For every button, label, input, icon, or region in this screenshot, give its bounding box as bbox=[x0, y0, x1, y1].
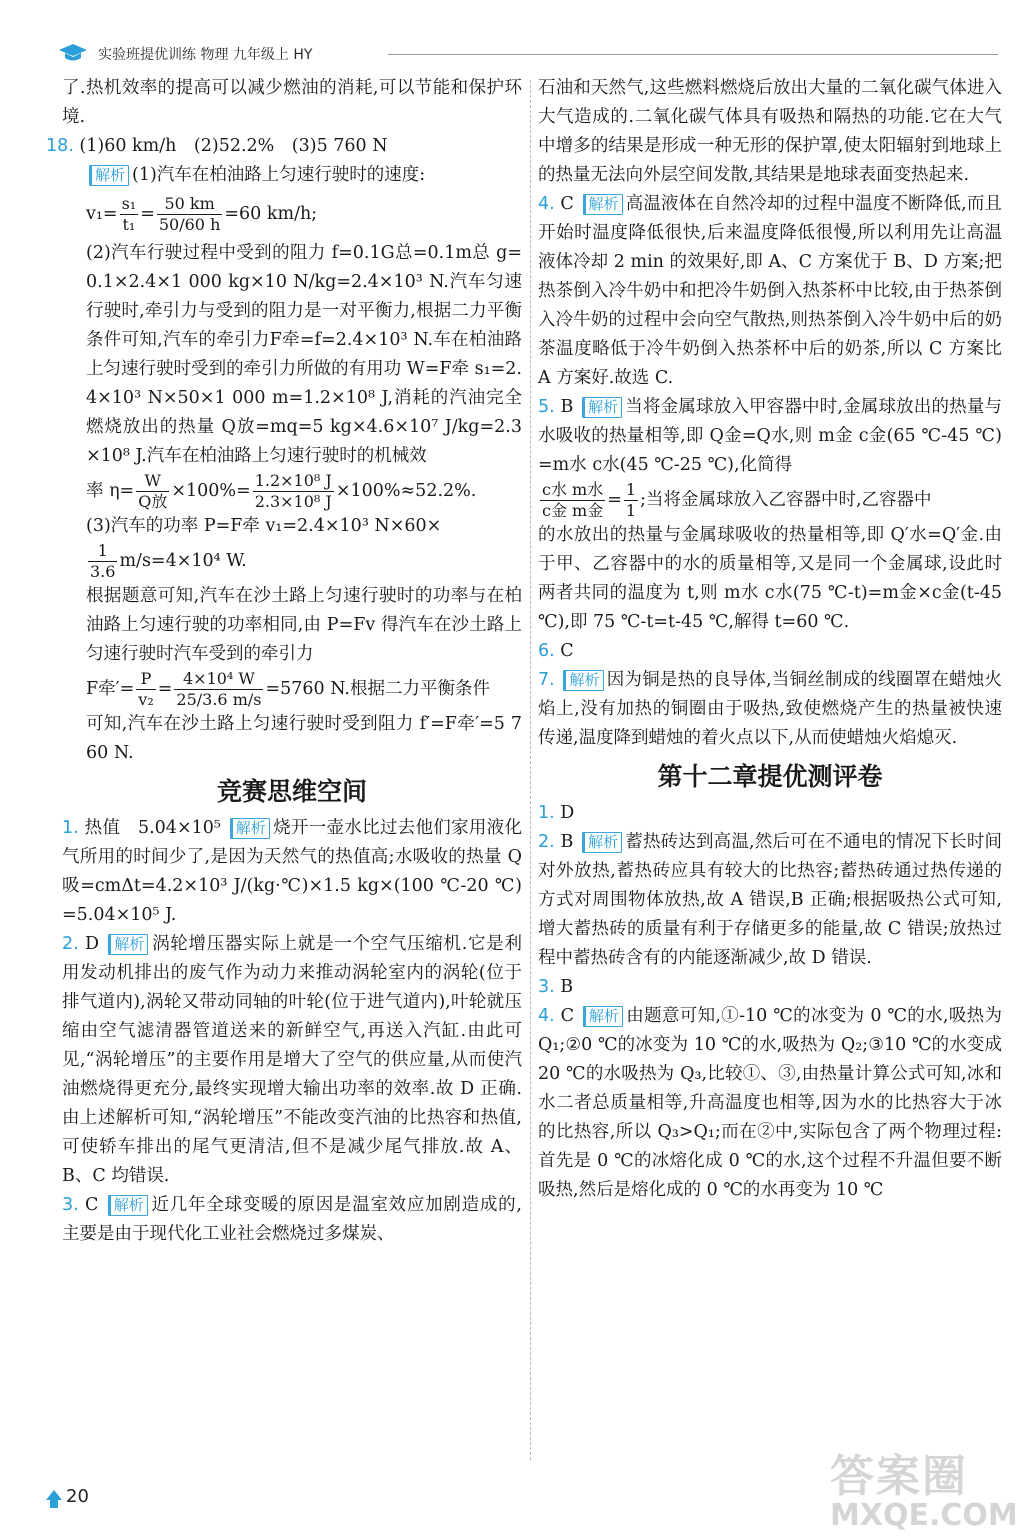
analysis-3: (3)汽车的功率 P=F牵 v₁=2.4×10³ N×60× bbox=[86, 516, 442, 536]
page-number: 20 bbox=[46, 1486, 94, 1510]
graduation-cap-icon bbox=[58, 42, 88, 64]
question-18 bbox=[46, 132, 522, 161]
analysis-5: 可知,汽车在沙土路上匀速行驶时受到阻力 f′=F牵′=5 760 N. bbox=[86, 714, 522, 763]
equation-ratio: $\frac{\text{c水 m水}}{\text{c金 m金}}$ = $\frac{1}{1}$ ;当将金属球放入乙容器中时,乙容器中 bbox=[542, 480, 932, 520]
analysis-tag: 解析 bbox=[583, 194, 623, 215]
test-question-3: 3. B bbox=[538, 977, 574, 997]
header-title: 实验班提优训练 物理 九年级上 HY bbox=[98, 47, 313, 63]
right-column bbox=[538, 74, 1002, 1205]
test-question-2: 2. B 解析 蓄热砖达到高温,然后可在不通电的情况下长时间对外放热,蓄热砖应具有较大的比热容;蓄热砖通过热传递的方式对周围物体放热,故 A 错误,B 正确;根据吸热公式可知,增大蓄热砖的质量有利于存储更多的能量,故 C 错误;放热过程中蓄热砖含有的内能逐渐减少,故 D 错误. bbox=[538, 832, 1002, 968]
competition-question-5: 5. B 解析 当将金属球放入甲容器中时,金属球放出的热量与水吸收的热量相等,即 Q金=Q水,则 m金 c金(65 ℃-45 ℃)=m水 c水(45 ℃-25 ℃),化简得 bbox=[538, 397, 1002, 475]
arrow-up-icon bbox=[46, 1490, 62, 1500]
left-column bbox=[46, 74, 522, 1249]
fraction: $\frac{1}{1}$ bbox=[625, 480, 637, 520]
analysis-4: 根据题意可知,汽车在沙土路上匀速行驶时的功率与在柏油路上匀速行驶的功率相同,由 P=Fv 得汽车在沙土路上匀速行驶时汽车受到的牵引力 bbox=[86, 586, 522, 664]
competition-question-4: 4. C 解析 高温液体在自然冷却的过程中温度不断降低,而且开始时温度降低很快,后来温度降低很慢,所以利用先让高温液体冷却 2 min 的效果好,即 A、C 方案优于 B、D 方案;把热茶倒入冷牛奶中和把冷牛奶倒入热茶杯中比较,由于热茶倒入冷牛奶的过程中会向空气散热,则热茶倒入冷牛奶中后的奶茶温度略低于冷牛奶倒入热茶杯中后的奶茶,所以 C 方案比 A 方案好.故选 C. bbox=[538, 194, 1002, 388]
watermark-logo: 答案圈 MXQE.COM bbox=[830, 1451, 1018, 1533]
test-question-1: 1. D bbox=[538, 803, 575, 823]
answer: (1)60 km/h (2)52.2% (3)5 760 N bbox=[79, 136, 388, 156]
fraction: $\frac{W}{\text{Q放}}$ bbox=[138, 471, 168, 511]
analysis-tag: 解析 bbox=[583, 1006, 623, 1027]
fraction: $\frac{\text{1.2×10⁸ J}}{\text{2.3×10⁸ J}}$ bbox=[254, 471, 332, 511]
paragraph-continuation: 了.热机效率的提高可以减少燃油的消耗,可以节能和保护环境. bbox=[62, 78, 522, 127]
competition-question-2: 2. D 解析 涡轮增压器实际上就是一个空气压缩机.它是利用发动机排出的废气作为动力来推动涡轮室内的涡轮(位于排气道内),涡轮又带动同轴的叶轮(位于进气道内),叶轮就压缩由空气滤清器管道送来的新鲜空气,再送入汽缸.由此可见,“涡轮增压”的主要作用是增大了空气的供应量,从而使汽油燃烧得更充分,最终实现增大输出功率的效率.故 D 正确.由上述解析可知,“涡轮增压”不能改变汽油的比热容和热值,可使轿车排出的尾气更清洁,但不是减少尾气排放.故 A、B、C 均错误. bbox=[62, 934, 522, 1186]
analysis-tag: 解析 bbox=[230, 818, 270, 839]
section-title-chapter-test: 第十二章提优测评卷 bbox=[657, 762, 883, 791]
header-rule bbox=[388, 54, 998, 55]
fraction: $\frac{\text{4×10⁴ W}}{25/3.6 m/s}$ bbox=[176, 669, 262, 709]
fraction: $\frac{1}{3.6}$ bbox=[90, 541, 116, 581]
analysis-tag: 解析 bbox=[89, 165, 129, 186]
test-question-4: 4. C 解析 由题意可知,①-10 ℃的冰变为 0 ℃的水,吸热为 Q₁;②0 ℃的冰变为 10 ℃的水,吸热为 Q₂;③10 ℃的水变成 20 ℃的水吸热为 Q₃,比较①、③,由热量计算公式可知,冰和水二者总质量相等,升高温度也相等,因为水的比热容大于冰的比热容,所以 Q₃>Q₁;而在②中,实际包含了两个物理过程:首先是 0 ℃的冰熔化成 0 ℃的水,这个过程不升温但要不断吸热,然后是熔化成的 0 ℃的水再变为 10 ℃ bbox=[538, 1006, 1002, 1200]
fraction: $\frac{\text{c水 m水}}{\text{c金 m金}}$ bbox=[542, 480, 604, 520]
section-title-competition: 竞赛思维空间 bbox=[216, 777, 367, 806]
competition-question-7: 7. 解析 因为铜是热的良导体,当铜丝制成的线圈罩在蜡烛火焰上,没有加热的铜圈由于吸热,致使燃烧产生的热量被快速传递,温度降到蜡烛的着火点以下,从而使蜡烛火焰熄灭. bbox=[538, 670, 1002, 748]
equation-power: $\frac{1}{3.6}$ m/s=4×10⁴ W. bbox=[90, 541, 247, 581]
equation-efficiency: 率 η= $\frac{W}{\text{Q放}}$ ×100%= $\frac{\text{1.2×10⁸ J}}{\text{2.3×10⁸ J}}$ ×100%≈52.2%. bbox=[86, 471, 477, 511]
competition-question-3: 3. C 解析 近几年全球变暖的原因是温室效应加剧造成的,主要是由于现代化工业社会燃烧过多煤炭、 bbox=[62, 1195, 522, 1244]
fraction: $\frac{50 km}{50/60 h}$ bbox=[158, 194, 221, 234]
fraction: $\frac{P}{\text{v₂}}$ bbox=[138, 669, 154, 709]
page-header bbox=[58, 38, 998, 68]
equation-force: F牵′= $\frac{P}{\text{v₂}}$ = $\frac{\text{4×10⁴ W}}{25/3.6 m/s}$ =5760 N.根据二力平衡条件 bbox=[86, 669, 490, 709]
analysis-tag: 解析 bbox=[108, 934, 148, 955]
analysis-2: (2)汽车行驶过程中受到的阻力 f=0.1G总=0.1m总 g=0.1×2.4×1 000 kg×10 N/kg=2.4×10³ N.汽车匀速行驶时,牵引力与受到的阻力是一对平衡力,根据二力平衡条件可知,汽车的牵引力F牵=f=2.4×10³ N.车在柏油路上匀速行驶时受到的牵引力所做的有用功 W=F牵 s₁=2.4×10³ N×50×1 000 m=1.2×10⁸ J,消耗的汽油完全燃烧放出的热量 Q放=mq=5 kg×4.6×10⁷ J/kg=2.3×10⁸ J.汽车在柏油路上匀速行驶时的机械效 bbox=[86, 243, 522, 466]
competition-question-5-continued: 的水放出的热量与金属球吸收的热量相等,即 Q′水=Q′金.由于甲、乙容器中的水的质量相等,又是同一个金属球,设此时两者共同的温度为 t,则 m水 c水(75 ℃-t)=m金×c金(t-45 ℃),即 75 ℃-t=t-45 ℃,解得 t=60 ℃. bbox=[538, 525, 1002, 632]
question-number: 18. bbox=[46, 136, 74, 156]
fraction: $\frac{\text{s₁}}{\text{t₁}}$ bbox=[121, 194, 137, 234]
equation-velocity: v₁= $\frac{\text{s₁}}{\text{t₁}}$ = $\frac{50 km}{50/60 h}$ =60 km/h; bbox=[86, 194, 318, 234]
competition-question-3-continued: 石油和天然气,这些燃料燃烧后放出大量的二氧化碳气体进入大气造成的.二氧化碳气体具有吸热和隔热的功能.它在大气中增多的结果是形成一种无形的保护罩,使太阳辐射到地球上的热量无法向外层空间发散,其结果是地球表面变热起来. bbox=[538, 78, 1002, 185]
competition-question-1: 1. 热值 5.04×10⁵ 解析 烧开一壶水比过去他们家用液化气所用的时间少了,是因为天然气的热值高;水吸收的热量 Q吸=cmΔt=4.2×10³ J/(kg·℃)×1.5 kg×(100 ℃-20 ℃)=5.04×10⁵ J. bbox=[62, 818, 522, 925]
analysis-tag: 解析 bbox=[563, 670, 603, 691]
competition-question-6: 6. C bbox=[538, 641, 574, 661]
analysis-1: 解析 (1)汽车在柏油路上匀速行驶时的速度: bbox=[62, 161, 522, 190]
analysis-tag: 解析 bbox=[108, 1195, 148, 1216]
analysis-tag: 解析 bbox=[582, 397, 622, 418]
column-divider bbox=[530, 80, 531, 1460]
analysis-tag: 解析 bbox=[582, 832, 622, 853]
